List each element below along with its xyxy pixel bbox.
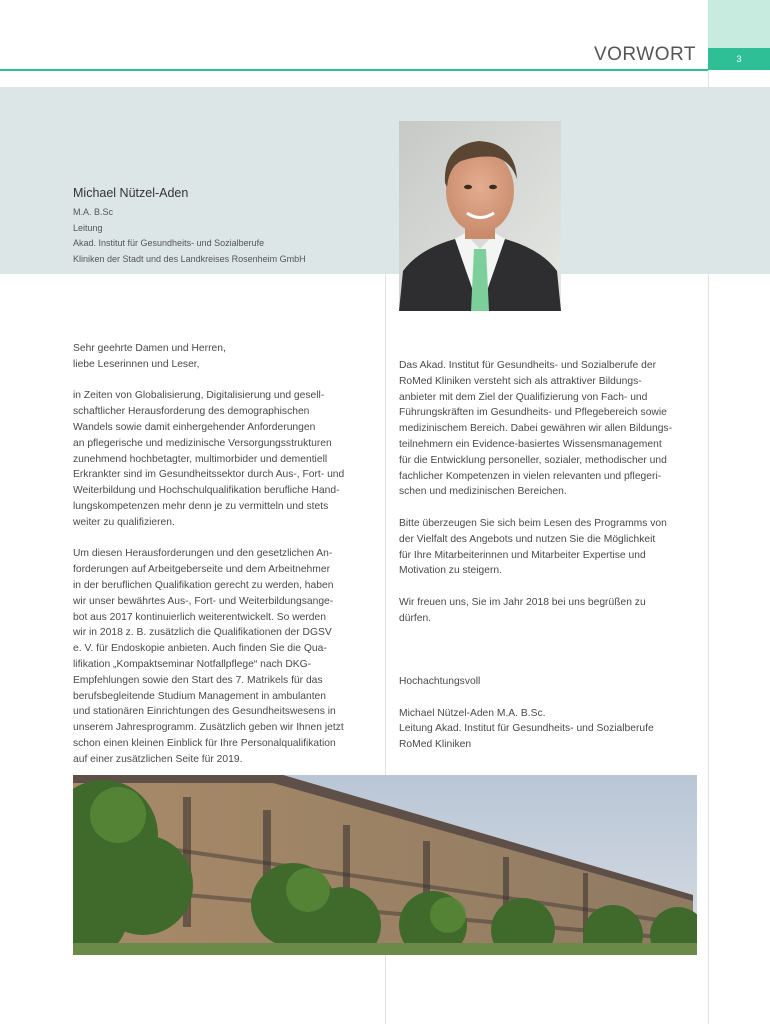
right-paragraph-2: Bitte überzeugen Sie sich beim Lesen des Programms von der Vielfalt des Angebots und nutzen Sie die Möglichkeit für Ihre Mitarbeiterinnen und Mitarbeiter Expertise und Motivation zu steigern. bbox=[399, 517, 667, 577]
section-title: VORWORT bbox=[593, 44, 696, 65]
author-name: Michael Nützel-Aden bbox=[73, 186, 189, 200]
author-organization: Kliniken der Stadt und des Landkreises Rosenheim GmbH bbox=[73, 253, 306, 264]
signature: Michael Nützel-Aden M.A. B.Sc. Leitung Akad. Institut für Gesundheits- und Sozialberufe RoMed Kliniken bbox=[399, 707, 654, 751]
right-paragraph-3: Wir freuen uns, Sie im Jahr 2018 bei uns begrüßen zu dürfen. bbox=[399, 596, 646, 624]
author-institute: Akad. Institut für Gesundheits- und Sozialberufe bbox=[73, 238, 265, 248]
header-accent-block bbox=[708, 0, 770, 48]
header-divider bbox=[0, 69, 708, 71]
salutation: Sehr geehrte Damen und Herren, liebe Leserinnen und Leser, bbox=[73, 343, 226, 370]
author-role: Leitung bbox=[73, 222, 103, 233]
author-degree: M.A. B.Sc bbox=[73, 207, 114, 217]
letter-left-column bbox=[73, 341, 373, 783]
left-paragraph-1: in Zeiten von Globalisierung, Digitalisierung und gesell- schaftlicher Herausforderung des demographischen Wandels sowie damit einhergehender Anforderungen an pflegerische und medizinische Versorgungsstrukturen zunehmend hochbetagter, multimorbider und dementiell Erkrankter sind im Gesundheitssektor durch Aus-, Fort- und Weiterbildung und Hochschulqualifikation berufliche Hand- lungskompetenzen mehr denn je zu vermitteln und stets weiter zu qualifizieren. bbox=[73, 390, 345, 528]
building-photo bbox=[73, 775, 697, 955]
page-number: 3 bbox=[708, 48, 770, 70]
author-info bbox=[73, 186, 306, 267]
letter-right-column bbox=[399, 358, 699, 769]
closing: Hochachtungsvoll bbox=[399, 675, 481, 687]
author-portrait bbox=[399, 121, 561, 311]
left-paragraph-2: Um diesen Herausforderungen und den gesetzlichen An- forderungen auf Arbeitgeberseite und dem Arbeitnehmer in der beruflichen Qualifikation gerecht zu werden, haben wir unser bewährtes Aus-, Fort- und Weiterbildungsange- bot aus 2017 kontinuierlich weiterentwickelt. So werden wir in 2018 z. B. zusätzlich die Qualifikationen der DGSV e. V. für Endoskopie anbieten. Auch finden Sie die Qua- lifikation „Kompaktseminar Notfallpflege“ nach DKG- Empfehlungen sowie den Start des 7. Matrikels für das berufsbegleitende Studium Management in ambulanten und stationären Einrichtungen des Gesundheitswesens in unserem Jahresprogramm. Zusätzlich geben wir Ihnen jetzt schon einen kleinen Einblick für Ihre Personalqualifikation auf einer zusätzlichen Seite für 2019. bbox=[73, 548, 344, 765]
right-paragraph-1: Das Akad. Institut für Gesundheits- und Sozialberufe der RoMed Kliniken versteht sich als attraktiver Bildungs- anbieter mit dem Ziel der Qualifizierung von Fach- und Führungskräften im Gesundheits- und Pflegebereich sowie medizinischem Bereich. Dabei gewähren wir allen Bildungs- teilnehmern ein Evidence-basiertes Wissensmanagement für die Entwicklung personeller, sozialer, methodischer und fachlicher Kompetenzen in vielen relevanten und pflegeri- schen und medizinischen Bereichen. bbox=[399, 360, 672, 498]
